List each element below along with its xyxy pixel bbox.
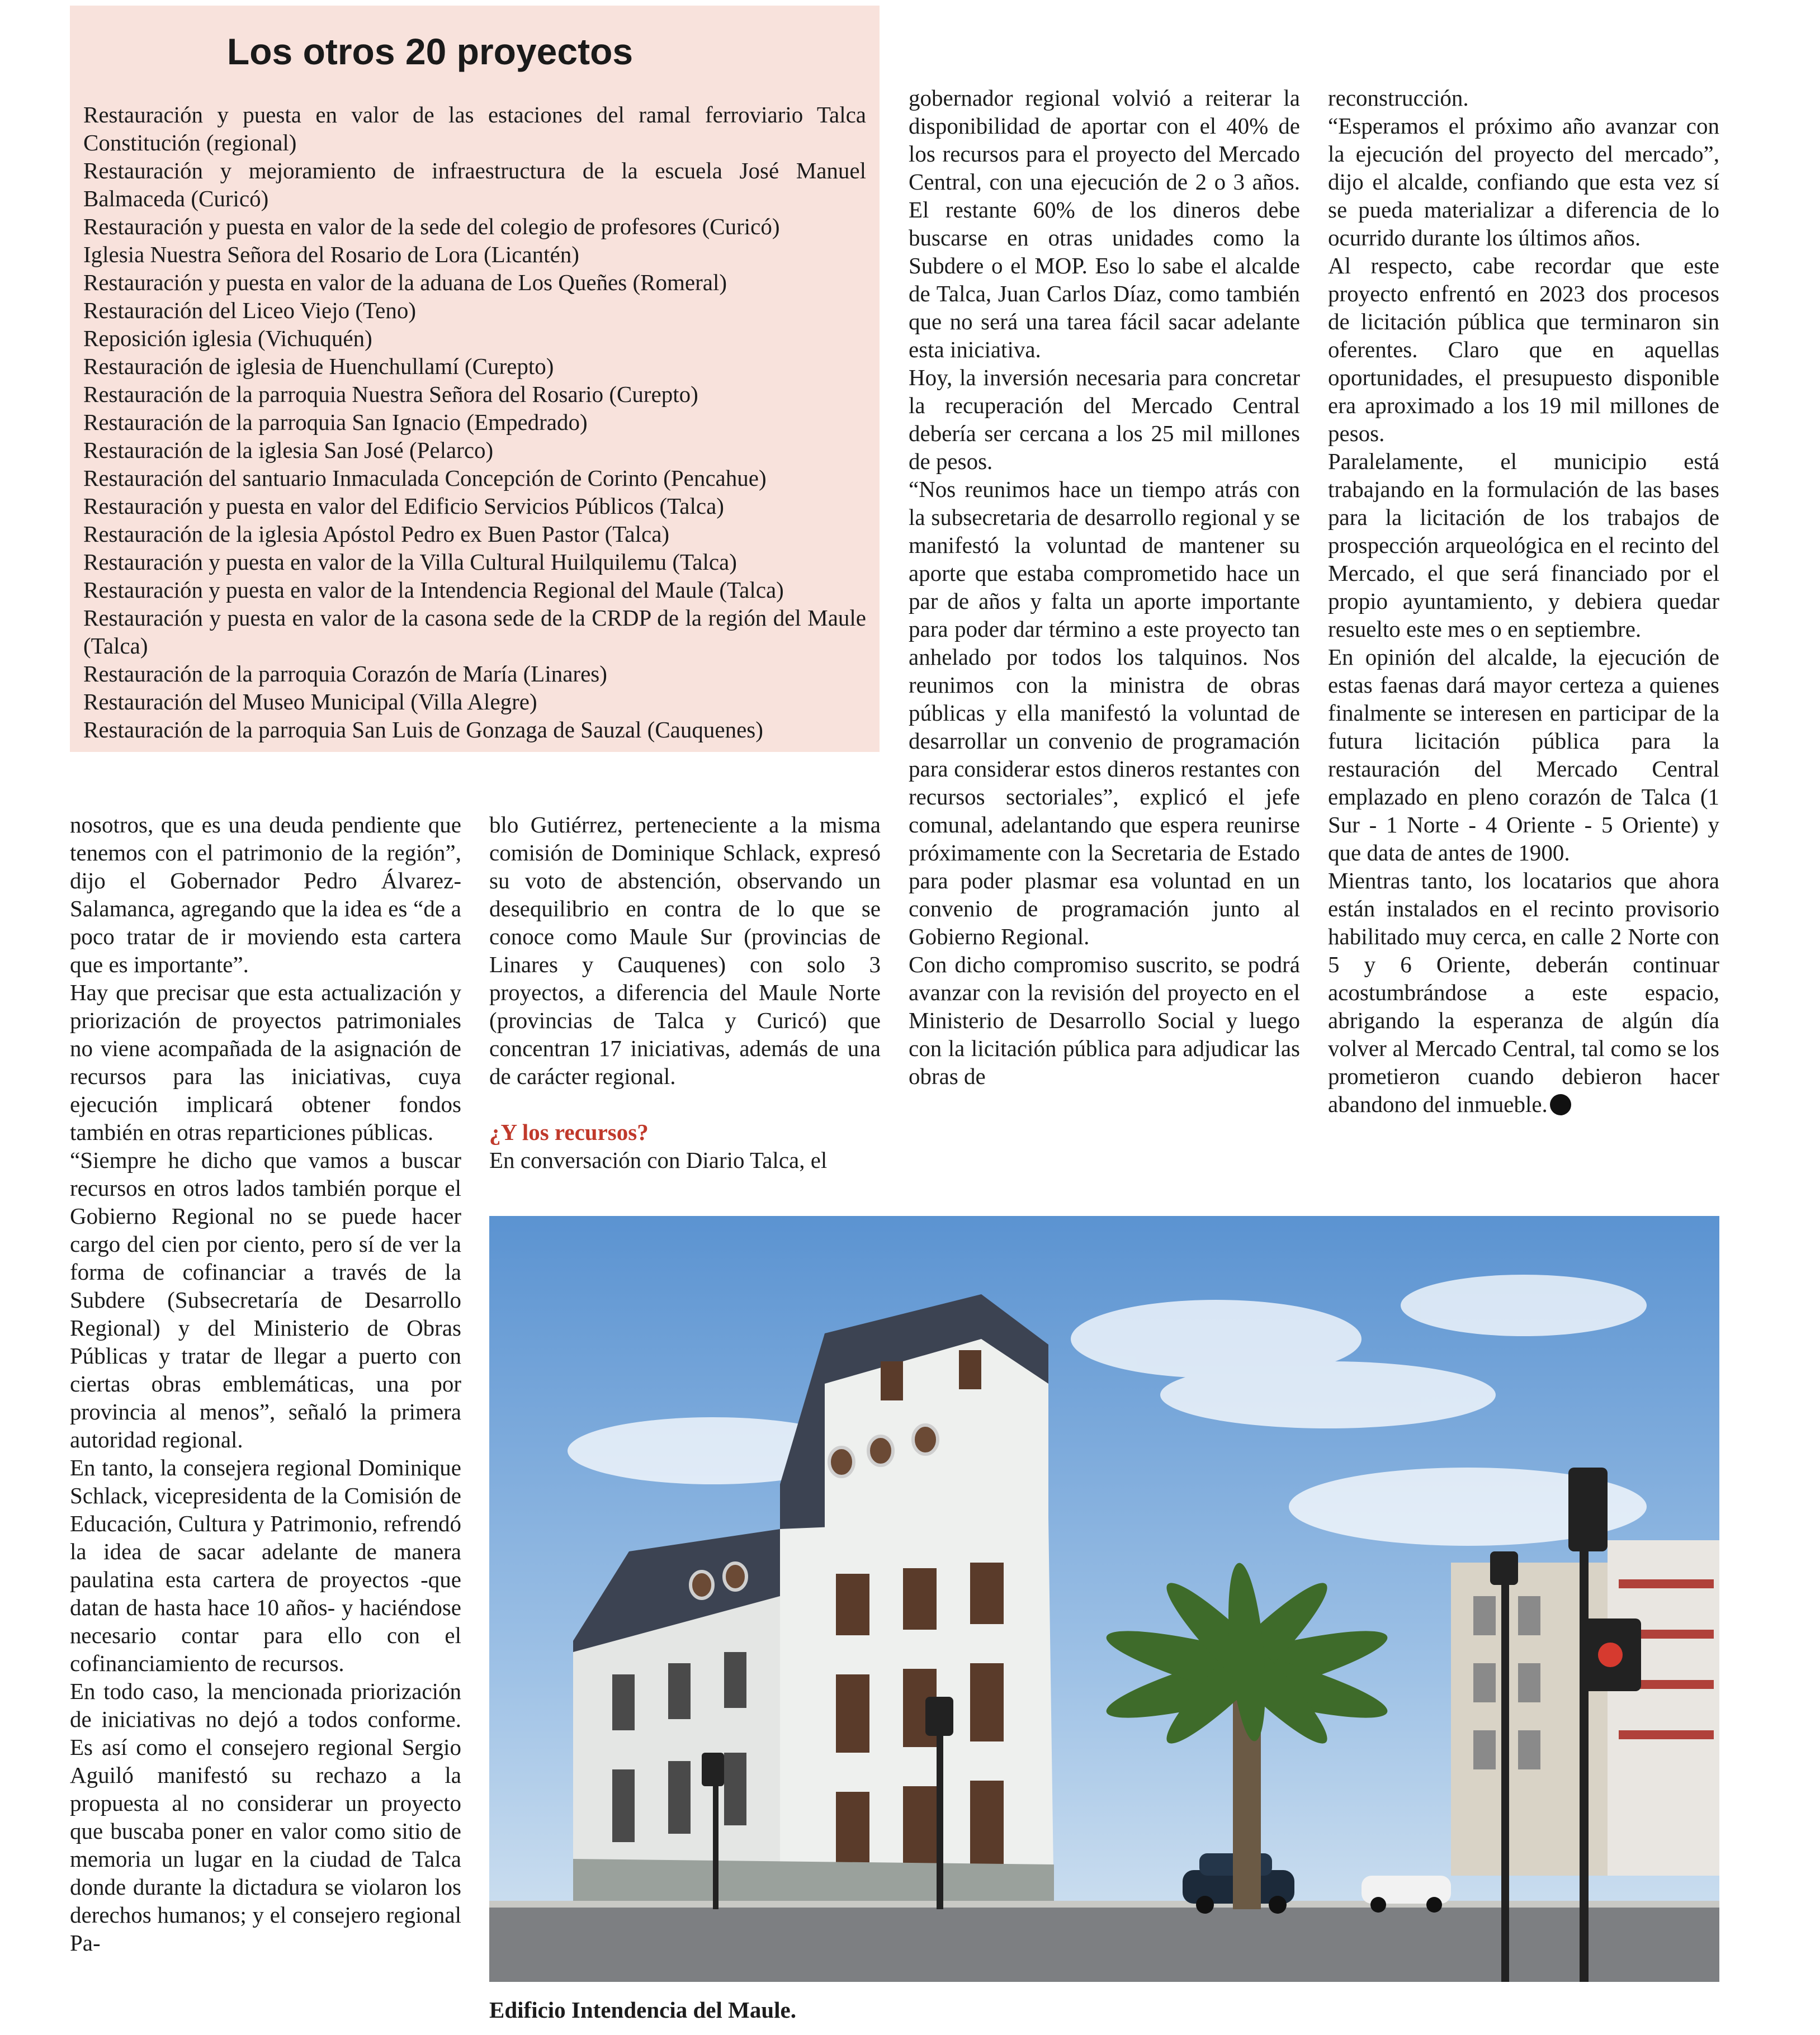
paragraph: “Esperamos el próximo año avanzar con la ejecución del proyecto del mercado”, dijo el alcalde, confiando que esta vez sí se pueda materializar a diferencia de lo ocurrido durante los últimos años. — [1328, 113, 1719, 250]
list-item: Restauración de la parroquia Corazón de María (Linares) — [83, 661, 607, 687]
paragraph: “Siempre he dicho que vamos a buscar recursos en otros lados también porque el Gobierno Regional no se puede hacer cargo del cien por ciento, pero sí de ver la forma de cofinanciar a través de la Subdere (Subsecretaría de Desarrollo Regional) y del Ministerio de Obras Públicas y tratar de llegar a puerto con ciertas obras emblemáticas, una por provincia al menos”, señaló la primera autoridad regional. — [70, 1147, 461, 1452]
paragraph: En opinión del alcalde, la ejecución de estas faenas dará mayor certeza a quienes finalmente se interesen en participar de la futura licitación pública para la restauración del Mercado Central emplazado en pleno corazón de Talca (1 Sur - 1 Norte - 4 Oriente - 5 Oriente) y que data de antes de 1900. — [1328, 644, 1719, 865]
paragraph: Al respecto, cabe recordar que este proyecto enfrentó en 2023 dos procesos de licitación pública que terminaron sin oferentes. Claro que en aquellas oportunidades, el presupuesto disponible era aproximado a los 19 mil millones de pesos. — [1328, 253, 1719, 446]
paragraph: En todo caso, la mencionada priorización de iniciativas no dejó a todos conforme. Es así como el consejero regional Sergio Aguiló manifestó su rechazo a la propuesta al no considerar un proyecto que buscaba poner en valor como sitio de memoria un lugar en la ciudad de Talca donde durante la dictadura se violaron los derechos humanos; y el consejero regional Pa- — [70, 1678, 461, 1956]
paragraph: En conversación con Diario Talca, el — [489, 1147, 828, 1173]
list-item: Restauración y puesta en valor de la casona sede de la CRDP de la región del Maule (Talca) — [83, 605, 866, 659]
list-item: Restauración de la parroquia Nuestra Señora del Rosario (Curepto) — [83, 381, 698, 407]
list-item: Restauración y puesta en valor de las estaciones del ramal ferroviario Talca Constitución (regional) — [83, 102, 866, 155]
paragraph-last — [1328, 867, 1719, 1118]
list-item: Restauración de la parroquia San Luis de Gonzaga de Sauzal (Cauquenes) — [83, 717, 763, 742]
list-item: Restauración y puesta en valor del Edificio Servicios Públicos (Talca) — [83, 493, 724, 519]
box-title: Los otros 20 proyectos — [226, 31, 634, 72]
projects-box — [70, 6, 880, 752]
list-item: Reposición iglesia (Vichuquén) — [83, 325, 372, 351]
paragraph: En tanto, la consejera regional Dominique Schlack, vicepresidenta de la Comisión de Educación, Cultura y Patrimonio, refrendó la idea de sacar adelante de manera paulatina esta cartera de proyectos -que datan de hasta hace 10 años- y haciéndose necesario contar para ello con el cofinanciamiento de recursos. — [70, 1455, 461, 1676]
paragraph: Hoy, la inversión necesaria para concretar la recuperación del Mercado Central debería ser cercana a los 25 mil millones de pesos. — [909, 365, 1300, 474]
subheading: ¿Y los recursos? — [489, 1119, 649, 1145]
list-item: Restauración de iglesia de Huenchullamí (Curepto) — [83, 353, 554, 379]
list-item: Restauración y puesta en valor de la sede del colegio de profesores (Curicó) — [83, 214, 780, 239]
paragraph: gobernador regional volvió a reiterar la disponibilidad de aportar con el 40% de los recursos para el proyecto del Mercado Central, con una ejecución de 2 o 3 años. El restante 60% de los dineros debe buscarse en otras unidades como la Subdere o el MOP. Eso lo sabe el alcalde de Talca, Juan Carlos Díaz, como también que no será una tarea fácil sacar adelante esta iniciativa. — [909, 85, 1300, 362]
list-item: Restauración y puesta en valor de la aduana de Los Queñes (Romeral) — [83, 269, 727, 295]
list-item: Iglesia Nuestra Señora del Rosario de Lora (Licantén) — [83, 242, 579, 267]
list-item: Restauración del Liceo Viejo (Teno) — [83, 297, 417, 323]
paragraph: Hay que precisar que esta actualización y priorización de proyectos patrimoniales no viene acompañada de la asignación de recursos para las iniciativas, cuya ejecución implicará obtener fondos también en otras reparticiones públicas. — [70, 979, 461, 1145]
list-item: Restauración de la iglesia Apóstol Pedro ex Buen Pastor (Talca) — [83, 521, 670, 547]
paragraph: nosotros, que es una deuda pendiente que tenemos con el patrimonio de la región”, dijo el Gobernador Pedro Álvarez-Salamanca, agregando que la idea es “de a poco tratar de ir moviendo esta cartera que es importante”. — [70, 812, 461, 977]
article-column-3 — [909, 84, 1300, 1090]
projects-list — [83, 101, 866, 744]
paragraph: blo Gutiérrez, perteneciente a la misma comisión de Dominique Schlack, expresó su voto de abstención, observando un desequilibrio en contra de lo que se conoce como Maule Sur (provincias de Linares y Cauquenes) con solo 3 proyectos, a diferencia del Maule Norte (provincias de Talca y Curicó) que concentran 17 iniciativas, además de una de carácter regional. — [489, 812, 881, 1089]
article-column-4 — [1328, 84, 1719, 1118]
list-item: Restauración y puesta en valor de la Intendencia Regional del Maule (Talca) — [83, 577, 784, 603]
building-illustration — [489, 1216, 1719, 1982]
list-item: Restauración de la iglesia San José (Pelarco) — [83, 437, 494, 463]
list-item: Restauración de la parroquia San Ignacio (Empedrado) — [83, 409, 588, 435]
paragraph: Con dicho compromiso suscrito, se podrá avanzar con la revisión del proyecto en el Ministerio de Desarrollo Social y luego con la licitación pública para adjudicar las obras de — [909, 952, 1300, 1089]
sidewalk — [489, 1901, 1719, 1908]
paragraph: “Nos reunimos hace un tiempo atrás con la subsecretaria de desarrollo regional y se manifestó la voluntad de mantener su aporte que estaba comprometido hace un par de años y falta un aporte importante para poder dar término a este proyecto tan anhelado por todos los talquinos. Nos reunimos con la ministra de obras públicas y ella manifestó la voluntad de desarrollar un convenio de programación para considerar estos dineros restantes con recursos sectoriales”, explicó el jefe comunal, adelantando que espera reunirse próximamente con la Secretaria de Estado para poder plasmar esa voluntad en un convenio de programación junto al Gobierno Regional. — [909, 476, 1300, 949]
building-photo — [489, 1216, 1719, 1982]
end-of-article-mark — [1550, 1094, 1571, 1115]
photo-caption: Edificio Intendencia del Maule. — [489, 1997, 796, 2023]
street — [489, 1904, 1719, 1982]
article-column-1 — [70, 811, 461, 1957]
list-item: Restauración del Museo Municipal (Villa Alegre) — [83, 689, 537, 714]
article-column-2 — [489, 811, 881, 1174]
paragraph-text: Mientras tanto, los locatarios que ahora están instalados en el recinto provisorio habilitado muy cerca, en calle 2 Norte con 5 y 6 Oriente, deberán continuar acostumbrándose a este espacio, abrigando la esperanza de algún día volver al Mercado Central, tal como se los prometieron cuando debieron hacer abandono del inmueble. — [1328, 868, 1719, 1117]
paragraph: Paralelamente, el municipio está trabajando en la formulación de las bases para la licitación de los trabajos de prospección arqueológica en el recinto del Mercado, el que será financiado por el propio ayuntamiento, y debiera quedar resuelto este mes o en septiembre. — [1328, 448, 1719, 642]
paragraph: reconstrucción. — [1328, 85, 1469, 111]
list-item: Restauración y puesta en valor de la Villa Cultural Huilquilemu (Talca) — [83, 549, 737, 575]
list-item: Restauración y mejoramiento de infraestructura de la escuela José Manuel Balmaceda (Curicó) — [83, 158, 866, 211]
list-item: Restauración del santuario Inmaculada Concepción de Corinto (Pencahue) — [83, 465, 767, 491]
